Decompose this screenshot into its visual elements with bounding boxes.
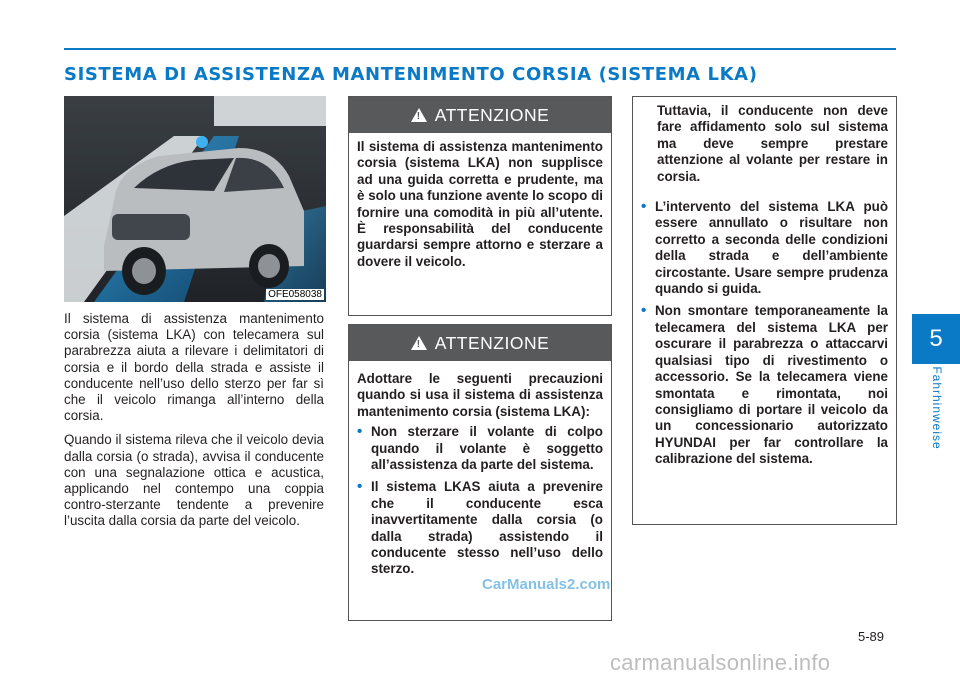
page-number: 5-89	[858, 629, 885, 644]
warning-list-item: • Non sterzare il volante di colpo quando il volante è soggetto all’assistenza da parte del sistema.	[357, 424, 603, 473]
footer-watermark: carmanualsonline.info	[610, 650, 831, 675]
warning-header	[349, 97, 611, 133]
warning-intro: Adottare le seguenti precauzioni quando si usa il sistema di assistenza mantenimento corsia (sistema LKA):	[357, 371, 603, 419]
header-rule	[64, 48, 896, 50]
chapter-label: Fahrhinweise	[930, 366, 944, 450]
car-lane-image	[64, 96, 326, 302]
warning-list	[641, 199, 888, 468]
intro-text	[64, 311, 324, 538]
intro-paragraph: Il sistema di assistenza mantenimento corsia (sistema LKA) con telecamera sul parabrezza aiuta a rilevare i delimitatori di corsia e il bordo della strada e assiste il conducente nell’uso dello sterzo per far sì che il veicolo rimanga all’interno della corsia.	[64, 311, 324, 424]
warning-body	[633, 97, 896, 195]
warning-body	[349, 133, 611, 282]
warning-box-3	[632, 96, 897, 525]
warning-box-1	[348, 96, 612, 316]
chapter-tab[interactable]: 5	[912, 314, 960, 364]
page-title: SISTEMA DI ASSISTENZA MANTENIMENTO CORSIA (SISTEMA LKA)	[64, 64, 758, 85]
figure-code: OFE058038	[268, 289, 322, 300]
warning-body	[633, 199, 896, 480]
warning-list-item: • Non smontare temporaneamente la telecamera del sistema LKA per oscurare il parabrezza o attaccarvi qualsiasi tipo di rivestimento o accessorio. Se la telecamera viene smontata e rimontata, noi consigliamo di portare il veicolo da un concessionario autorizzato HYUNDAI per far controllare la calibrazione del sistema.	[641, 303, 888, 467]
warning-list	[357, 424, 603, 578]
warning-heading: ATTENZIONE	[434, 104, 550, 125]
lka-illustration	[64, 96, 326, 302]
warning-list-item: • L’intervento del sistema LKA può essere annullato o risultare non corretto a seconda delle condizioni della strada e dell’ambiente circostante. Usare sempre prudenza quando si guida.	[641, 199, 888, 297]
warning-body	[349, 361, 611, 592]
warning-continuation: Tuttavia, il conducente non deve fare affidamento solo sul sistema ma deve sempre prestare attenzione al volante per restare in corsia.	[657, 103, 888, 184]
site-watermark: CarManuals2.com	[482, 576, 611, 593]
intro-paragraph: Quando il sistema rileva che il veicolo devia dalla corsia (o strada), avvisa il conducente con una segnalazione ottica e acustica, applicando nel contempo una coppia contro-sterzante tendente a prevenire l’uscita dalla corsia da parte del veicolo.	[64, 432, 324, 529]
warning-triangle-icon: !	[411, 108, 427, 122]
warning-list-item: • Il sistema LKAS aiuta a prevenire che il conducente esca inavvertitamente dalla corsia (o dalla strada) assistendo il conducente stesso nell’uso dello sterzo.	[357, 479, 603, 577]
warning-header	[349, 325, 611, 361]
warning-triangle-icon: !	[411, 336, 427, 350]
warning-heading: ATTENZIONE	[434, 332, 550, 353]
warning-text: Il sistema di assistenza mantenimento corsia (sistema LKA) non supplisce ad una guida corretta e prudente, ma è solo una funzione avente lo scopo di fornire una comodità in più all’utente. È responsabilità del conducente guardarsi sempre attorno e sterzare a dovere il veicolo.	[357, 139, 603, 269]
